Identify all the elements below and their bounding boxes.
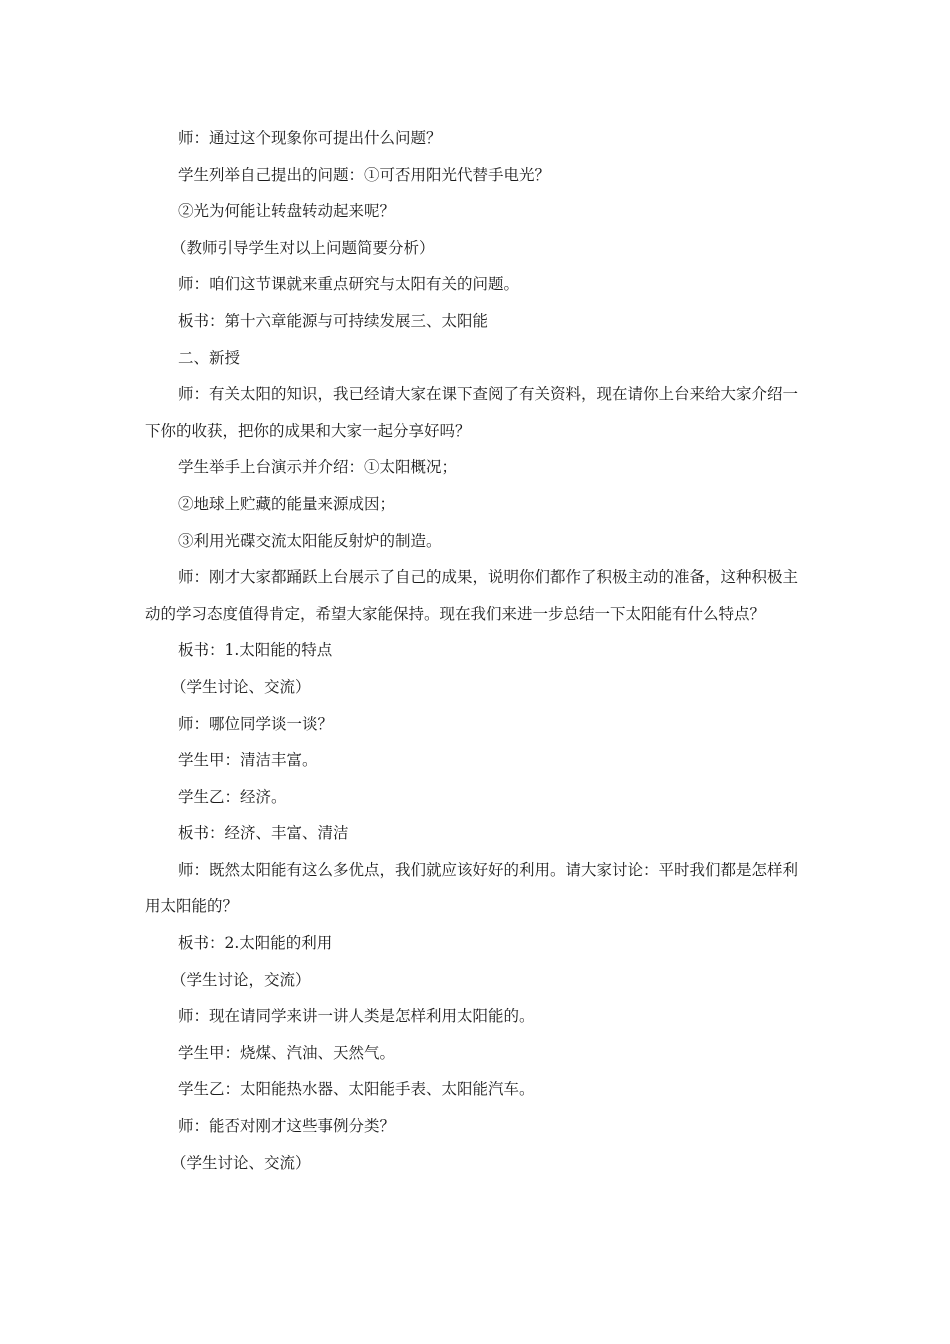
paragraph: 学生列举自己提出的问题：①可否用阳光代替手电光？ <box>178 165 551 184</box>
paragraph: 学生甲：烧煤、汽油、天然气。 <box>178 1043 396 1062</box>
document-body <box>145 120 810 1181</box>
paragraph: 板书：第十六章能源与可持续发展三、太阳能 <box>178 311 489 330</box>
paragraph: （学生讨论、交流） <box>171 677 311 696</box>
paragraph: 师：通过这个现象你可提出什么问题？ <box>178 129 442 147</box>
paragraph: 师：咱们这节课就来重点研究与太阳有关的问题。 <box>178 275 520 294</box>
paragraph: （学生讨论，交流） <box>171 970 311 989</box>
paragraph: （教师引导学生对以上问题简要分析） <box>171 238 435 257</box>
paragraph: ②光为何能让转盘转动起来呢？ <box>178 202 396 221</box>
paragraph: 师：既然太阳能有这么多优点，我们就应该好好的利用。请大家讨论：平时我们都是怎样利用太阳能的？ <box>145 860 799 916</box>
paragraph: ②地球上贮藏的能量来源成因； <box>178 494 396 513</box>
paragraph: 师：刚才大家都踊跃上台展示了自己的成果，说明你们都作了积极主动的准备，这种积极主动的学习态度值得肯定，希望大家能保持。现在我们来进一步总结一下太阳能有什么特点？ <box>145 568 799 623</box>
paragraph: 师：哪位同学谈一谈？ <box>178 714 334 733</box>
paragraph: 学生甲：清洁丰富。 <box>178 751 318 770</box>
paragraph: （学生讨论、交流） <box>171 1153 311 1172</box>
paragraph: ③利用光碟交流太阳能反射炉的制造。 <box>178 531 442 550</box>
paragraph: 学生乙：经济。 <box>178 787 287 806</box>
paragraph: 板书：1.太阳能的特点 <box>178 641 333 660</box>
paragraph: 师：现在请同学来讲一讲人类是怎样利用太阳能的。 <box>178 1007 535 1026</box>
section-heading: 二、新授 <box>178 348 241 367</box>
paragraph: 学生举手上台演示并介绍：①太阳概况； <box>178 458 458 477</box>
paragraph: 学生乙：太阳能热水器、太阳能手表、太阳能汽车。 <box>178 1080 535 1099</box>
paragraph: 板书：经济、丰富、清洁 <box>178 824 349 843</box>
paragraph: 板书：2.太阳能的利用 <box>178 934 333 953</box>
paragraph: 师：有关太阳的知识，我已经请大家在课下查阅了有关资料，现在请你上台来给大家介绍一下你的收获，把你的成果和大家一起分享好吗？ <box>145 385 799 440</box>
paragraph: 师：能否对刚才这些事例分类？ <box>178 1117 396 1136</box>
